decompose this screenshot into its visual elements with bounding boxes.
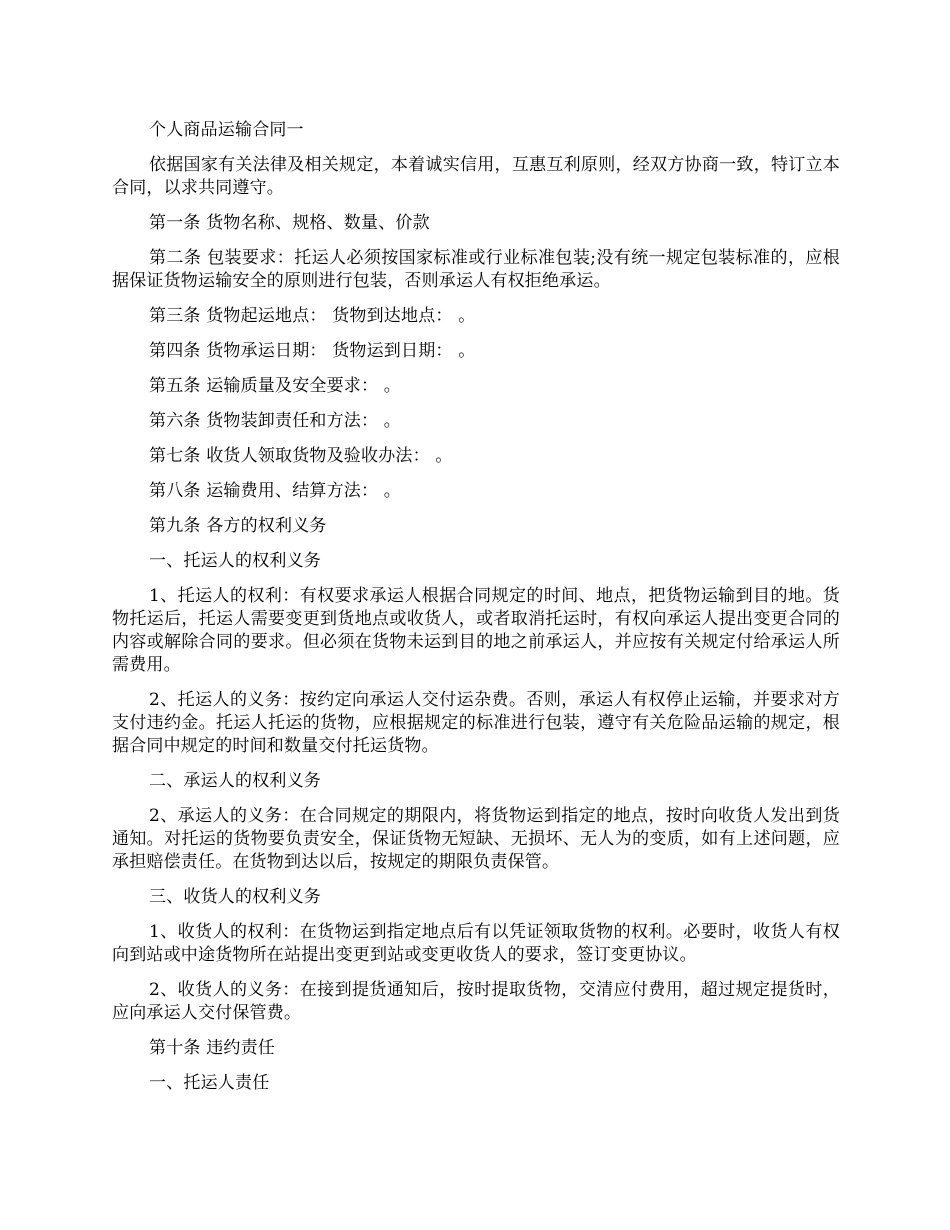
- article-3: 第三条 货物起运地点： 货物到达地点： 。: [149, 306, 476, 326]
- consignee-rights-paragraph: 1、收货人的权利：在货物运到指定地点后有以凭证领取货物的权利。必要时，收货人有权向到站或中途货物所在站提出变更到站或变更收货人的要求，签订变更协议。: [112, 922, 840, 965]
- section-heading-shipper: 一、托运人的权利义务: [149, 551, 321, 571]
- preamble-paragraph: 依据国家有关法律及相关规定，本着诚实信用，互惠互利原则，经双方协商一致，特订立本合同，以求共同遵守。: [112, 155, 840, 198]
- section-heading-consignee: 三、收货人的权利义务: [149, 887, 321, 907]
- document-page: [112, 119, 840, 1107]
- consignee-obligations-paragraph: 2、收货人的义务：在接到提货通知后，按时提取货物，交清应付费用，超过规定提货时，应向承运人交付保管费。: [112, 980, 840, 1023]
- section-heading-carrier: 二、承运人的权利义务: [149, 771, 321, 791]
- article-2: 第二条 包装要求：托运人必须按国家标准或行业标准包装;没有统一规定包装标准的，应根据保证货物运输安全的原则进行包装，否则承运人有权拒绝承运。: [112, 248, 840, 291]
- shipper-rights-paragraph: 1、托运人的权利：有权要求承运人根据合同规定的时间、地点，把货物运输到目的地。货物托运后，托运人需要变更到货地点或收货人，或者取消托运时，有权向承运人提出变更合同的内容或解除合同的要求。但必须在货物未运到目的地之前承运人，并应按有关规定付给承运人所需费用。: [112, 586, 840, 675]
- shipper-obligations-paragraph: 2、托运人的义务：按约定向承运人交付运杂费。否则，承运人有权停止运输，并要求对方支付违约金。托运人托运的货物，应根据规定的标准进行包装，遵守有关危险品运输的规定，根据合同中规定的时间和数量交付托运货物。: [112, 690, 840, 756]
- document-title: 个人商品运输合同一: [149, 120, 304, 140]
- section-heading-shipper-liability: 一、托运人责任: [149, 1073, 270, 1093]
- article-10: 第十条 违约责任: [149, 1038, 276, 1058]
- article-8: 第八条 运输费用、结算方法： 。: [149, 481, 402, 501]
- article-7: 第七条 收货人领取货物及验收办法： 。: [149, 446, 453, 466]
- carrier-obligations-paragraph: 2、承运人的义务：在合同规定的期限内，将货物运到指定的地点，按时向收货人发出到货通知。对托运的货物要负责安全，保证货物无短缺、无损坏、无人为的变质，如有上述问题，应承担赔偿责任。在货物到达以后，按规定的期限负责保管。: [112, 806, 840, 872]
- article-6: 第六条 货物装卸责任和方法： 。: [149, 411, 402, 431]
- article-4: 第四条 货物承运日期： 货物运到日期： 。: [149, 341, 476, 361]
- article-1: 第一条 货物名称、规格、数量、价款: [149, 213, 430, 233]
- article-9: 第九条 各方的权利义务: [149, 516, 327, 536]
- article-5: 第五条 运输质量及安全要求： 。: [149, 376, 402, 396]
